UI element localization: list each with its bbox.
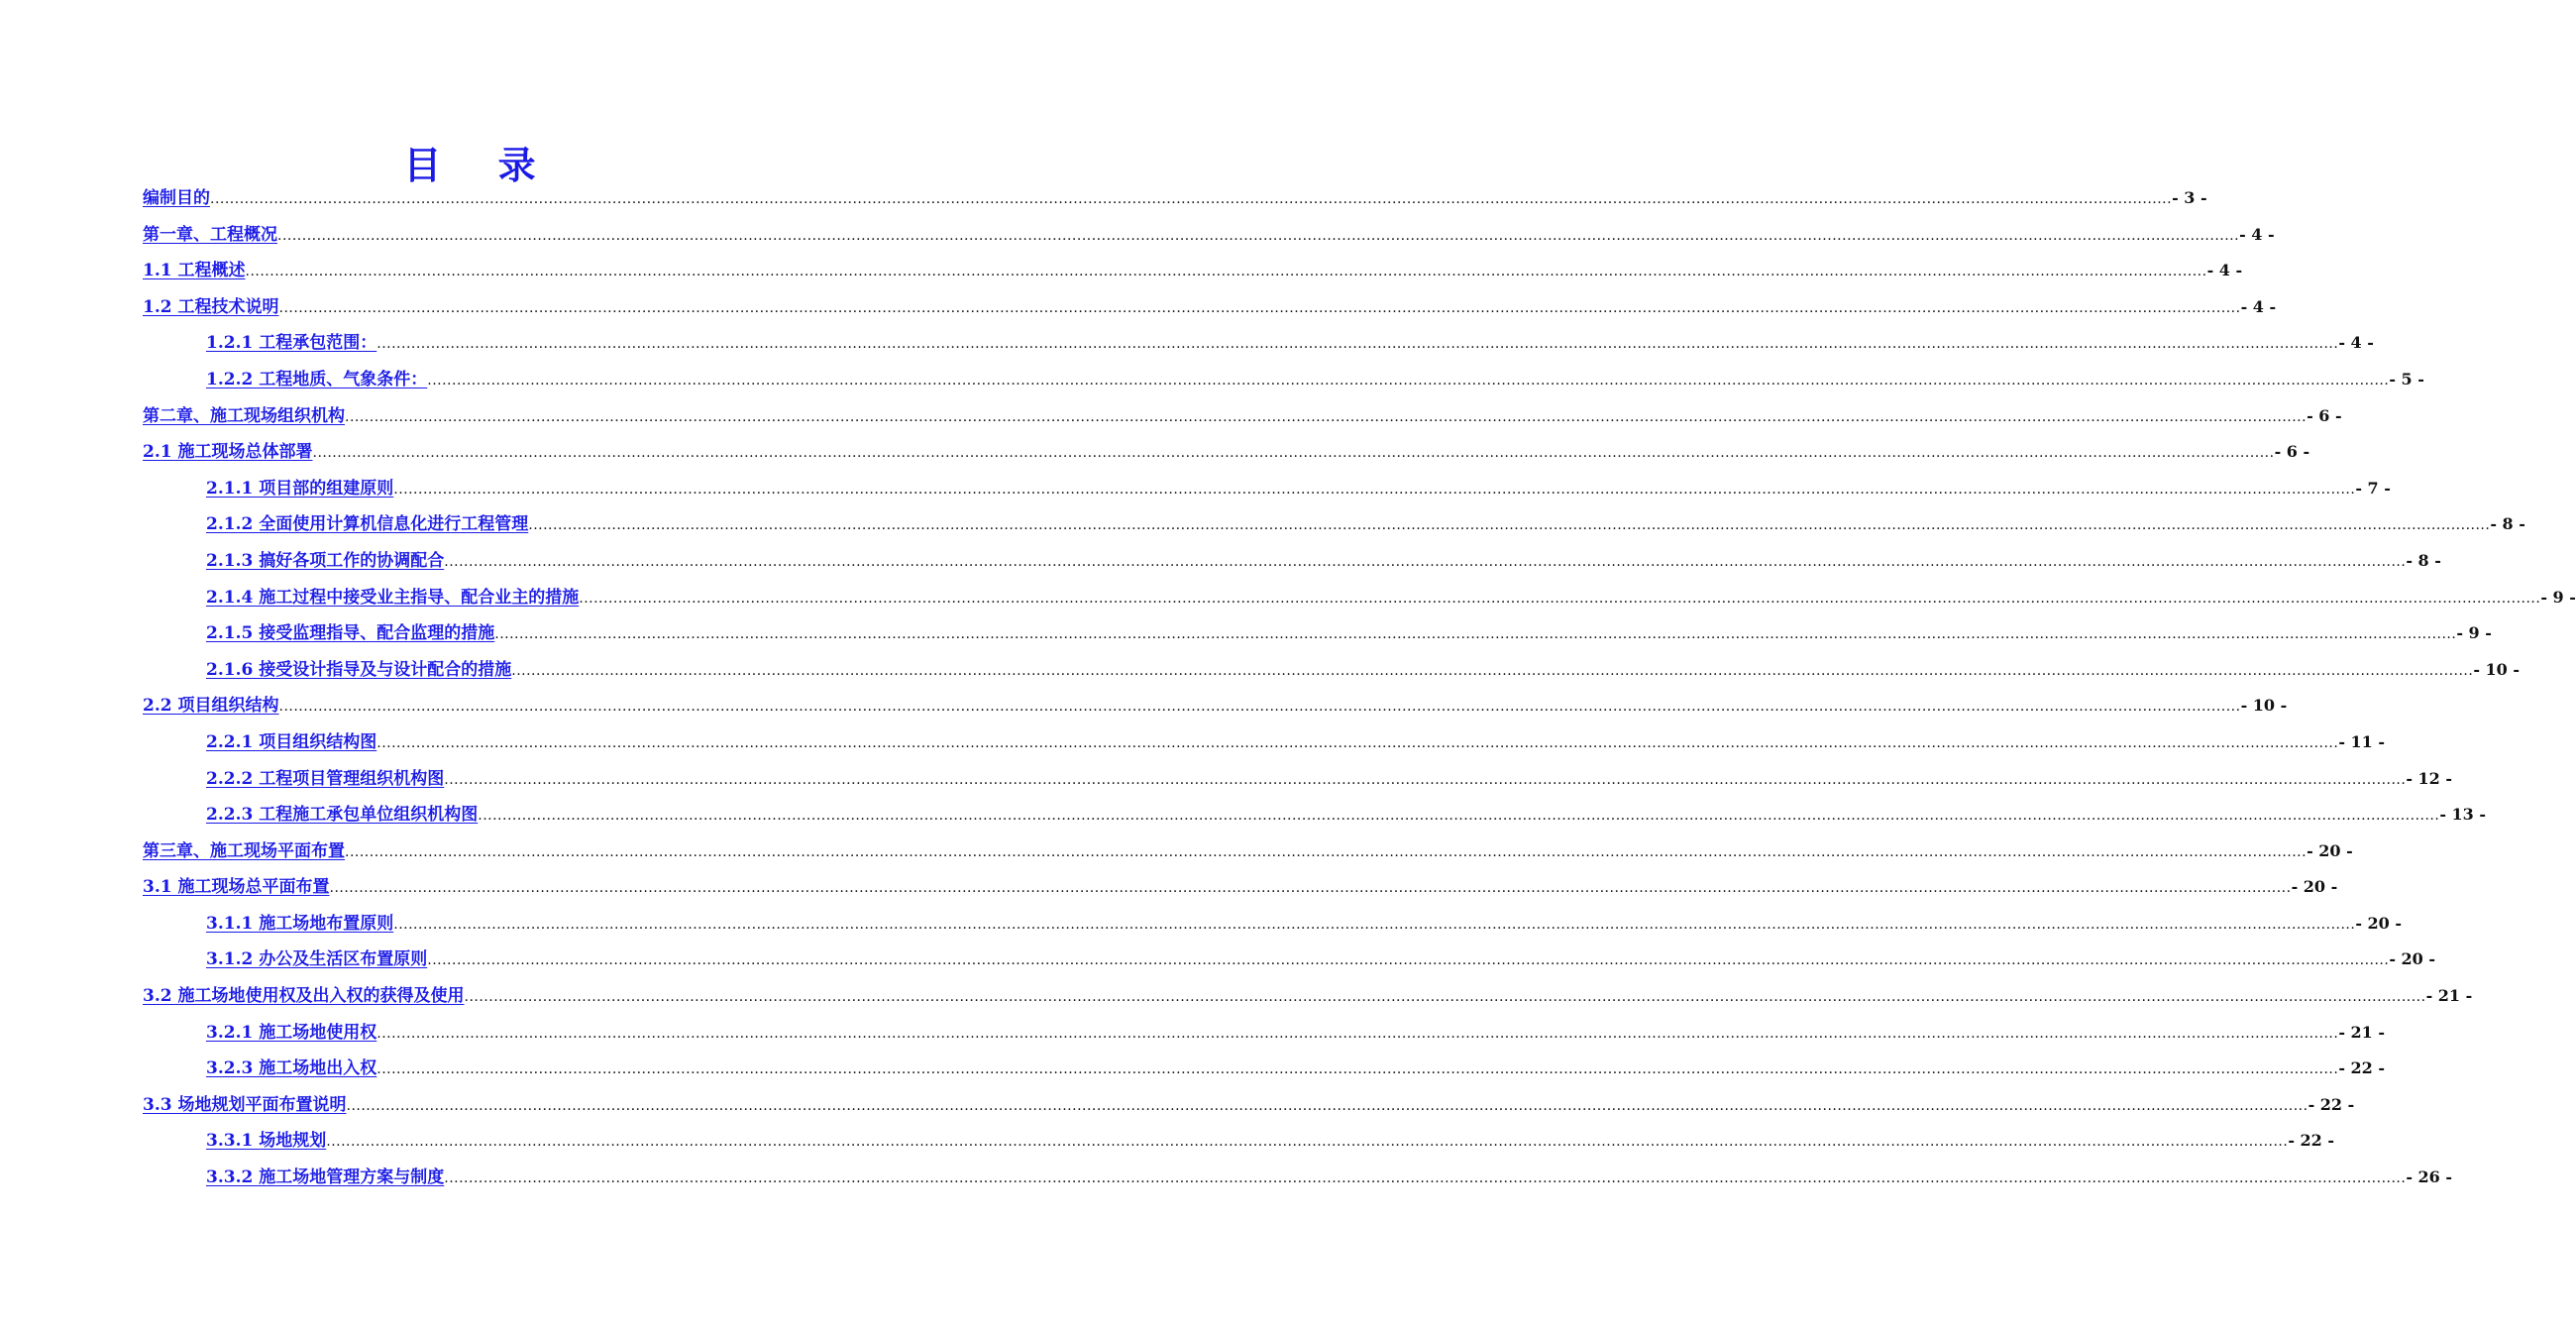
toc-dot-leader: ................................................................................................................................................................................................................................................................................................................................................................................................................	[278, 699, 2241, 716]
toc-dot-leader: ................................................................................................................................................................................................................................................................................................................................................................................................................	[427, 372, 2390, 388]
toc-entry[interactable]	[143, 434, 2310, 471]
toc-dot-leader: ................................................................................................................................................................................................................................................................................................................................................................................................................	[376, 734, 2339, 751]
toc-dot-leader: ................................................................................................................................................................................................................................................................................................................................................................................................................	[326, 1134, 2289, 1151]
toc-entry-link[interactable]: 第三章、施工现场平面布置	[143, 840, 345, 861]
toc-entry-link[interactable]: 2.2.1 项目组织结构图	[206, 731, 377, 752]
toc-entry[interactable]	[143, 1160, 2453, 1196]
toc-entry[interactable]	[143, 942, 2436, 978]
toc-entry-link[interactable]: 1.1 工程概述	[143, 261, 246, 281]
toc-dot-leader: ................................................................................................................................................................................................................................................................................................................................................................................................................	[579, 590, 2541, 607]
toc-entry[interactable]	[143, 253, 2243, 289]
toc-entry-link[interactable]: 3.3.2 施工场地管理方案与制度	[206, 1167, 445, 1188]
toc-entry-link[interactable]: 3.3.1 场地规划	[206, 1131, 327, 1152]
toc-dot-leader: ................................................................................................................................................................................................................................................................................................................................................................................................................	[511, 662, 2474, 679]
toc-entry-link[interactable]: 2.1.5 接受监理指导、配合监理的措施	[206, 623, 495, 644]
toc-page-number: - 5 -	[2389, 369, 2424, 388]
toc-page-number: - 10 -	[2473, 659, 2521, 679]
toc-entry[interactable]	[143, 652, 2521, 689]
toc-entry-link[interactable]: 2.1.2 全面使用计算机信息化进行工程管理	[206, 514, 529, 535]
toc-entry[interactable]	[143, 1123, 2335, 1160]
toc-dot-leader: ................................................................................................................................................................................................................................................................................................................................................................................................................	[444, 553, 2407, 570]
toc-entry[interactable]	[143, 325, 2374, 362]
toc-page-number: - 3 -	[2172, 188, 2207, 207]
toc-page-number: - 8 -	[2490, 514, 2525, 534]
toc-entry[interactable]	[143, 906, 2403, 943]
toc-page-number: - 22 -	[2308, 1094, 2355, 1114]
toc-page-number: - 11 -	[2338, 731, 2386, 751]
toc-dot-leader: ................................................................................................................................................................................................................................................................................................................................................................................................................	[376, 336, 2339, 353]
toc-entry-link[interactable]: 2.2.2 工程项目管理组织机构图	[206, 768, 445, 789]
toc-entry[interactable]	[143, 688, 2288, 724]
toc-dot-leader: ................................................................................................................................................................................................................................................................................................................................................................................................................	[346, 1097, 2308, 1114]
toc-entry[interactable]	[143, 471, 2391, 507]
toc-entry[interactable]	[143, 797, 2487, 833]
toc-entry-link[interactable]: 第二章、施工现场组织机构	[143, 405, 345, 426]
toc-dot-leader: ................................................................................................................................................................................................................................................................................................................................................................................................................	[528, 517, 2491, 534]
toc-dot-leader: ................................................................................................................................................................................................................................................................................................................................................................................................................	[393, 916, 2356, 933]
toc-entry[interactable]	[143, 398, 2342, 435]
toc-page-number: - 4 -	[2239, 224, 2275, 244]
toc-entry-link[interactable]: 3.2.1 施工场地使用权	[206, 1022, 377, 1043]
toc-page-number: - 4 -	[2240, 296, 2277, 316]
toc-page-number: - 4 -	[2206, 261, 2243, 280]
toc-dot-leader: ................................................................................................................................................................................................................................................................................................................................................................................................................	[376, 1061, 2339, 1078]
toc-page-number: - 8 -	[2406, 550, 2441, 570]
toc-page-number: - 9 -	[2540, 587, 2576, 607]
toc-page-number: - 22 -	[2338, 1058, 2386, 1078]
toc-dot-leader: ................................................................................................................................................................................................................................................................................................................................................................................................................	[345, 408, 2308, 425]
toc-entry[interactable]	[143, 833, 2353, 870]
toc-page-number: - 20 -	[2291, 877, 2338, 897]
toc-entry-link[interactable]: 3.1.1 施工场地布置原则	[206, 913, 394, 934]
toc-entry-link[interactable]: 编制目的	[143, 188, 210, 208]
toc-entry[interactable]	[143, 217, 2275, 254]
toc-entry[interactable]	[143, 1015, 2386, 1052]
toc-dot-leader: ................................................................................................................................................................................................................................................................................................................................................................................................................	[393, 481, 2356, 498]
toc-dot-leader: ................................................................................................................................................................................................................................................................................................................................................................................................................	[345, 843, 2308, 860]
toc-dot-leader: ................................................................................................................................................................................................................................................................................................................................................................................................................	[277, 227, 2240, 244]
toc-entry-link[interactable]: 2.1 施工现场总体部署	[143, 442, 313, 463]
toc-dot-leader: ................................................................................................................................................................................................................................................................................................................................................................................................................	[478, 808, 2440, 825]
toc-entry-link[interactable]: 3.1.2 办公及生活区布置原则	[206, 949, 428, 970]
toc-page-number: - 21 -	[2338, 1022, 2386, 1042]
toc-page-number: - 13 -	[2439, 805, 2487, 825]
toc-page-number: - 21 -	[2425, 986, 2473, 1006]
toc-page-number: - 22 -	[2288, 1131, 2335, 1151]
toc-entry[interactable]	[143, 543, 2441, 580]
toc-dot-leader: ................................................................................................................................................................................................................................................................................................................................................................................................................	[312, 445, 2275, 462]
toc-entry[interactable]	[143, 869, 2338, 906]
toc-dot-leader: ................................................................................................................................................................................................................................................................................................................................................................................................................	[427, 952, 2390, 969]
toc-entry[interactable]	[143, 289, 2277, 326]
toc-page-number: - 20 -	[2307, 840, 2353, 860]
toc-dot-leader: ................................................................................................................................................................................................................................................................................................................................................................................................................	[278, 299, 2241, 316]
toc-page-number: - 6 -	[2274, 442, 2310, 462]
toc-entry[interactable]	[143, 978, 2473, 1015]
toc-page-number: - 7 -	[2355, 478, 2391, 498]
toc-dot-leader: ................................................................................................................................................................................................................................................................................................................................................................................................................	[376, 1025, 2339, 1042]
toc-entry[interactable]	[143, 180, 2207, 217]
page-title: 目 录	[403, 143, 558, 187]
toc-entry-link[interactable]: 2.2 项目组织结构	[143, 696, 279, 717]
toc-page-number: - 6 -	[2307, 405, 2342, 425]
toc-entry-link[interactable]: 1.2 工程技术说明	[143, 296, 279, 317]
toc-entry-link[interactable]: 2.1.6 接受设计指导及与设计配合的措施	[206, 659, 512, 680]
toc-entry-link[interactable]: 第一章、工程概况	[143, 224, 277, 245]
toc-entry-link[interactable]: 2.1.1 项目部的组建原则	[206, 478, 394, 499]
toc-page-number: - 26 -	[2406, 1167, 2453, 1187]
toc-page-number: - 12 -	[2406, 768, 2453, 788]
toc-entry-link[interactable]: 1.2.1 工程承包范围：	[206, 333, 377, 354]
toc-dot-leader: ................................................................................................................................................................................................................................................................................................................................................................................................................	[329, 880, 2292, 897]
toc-entry-link[interactable]: 3.3 场地规划平面布置说明	[143, 1094, 347, 1115]
toc-dot-leader: ................................................................................................................................................................................................................................................................................................................................................................................................................	[245, 264, 2207, 280]
toc-entry-link[interactable]: 2.1.4 施工过程中接受业主指导、配合业主的措施	[206, 587, 580, 608]
toc-entry[interactable]	[143, 724, 2386, 761]
toc-dot-leader: ................................................................................................................................................................................................................................................................................................................................................................................................................	[464, 989, 2426, 1006]
toc-entry-link[interactable]: 2.1.3 搞好各项工作的协调配合	[206, 550, 445, 571]
toc-dot-leader: ................................................................................................................................................................................................................................................................................................................................................................................................................	[210, 191, 2173, 207]
toc-entry-link[interactable]: 3.2 施工场地使用权及出入权的获得及使用	[143, 986, 465, 1007]
toc-entry[interactable]	[143, 362, 2424, 398]
toc-page-number: - 20 -	[2355, 913, 2403, 933]
toc-entry[interactable]	[143, 761, 2453, 798]
toc-entry-link[interactable]: 3.1 施工现场总平面布置	[143, 877, 330, 898]
toc-dot-leader: ................................................................................................................................................................................................................................................................................................................................................................................................................	[444, 771, 2407, 788]
toc-entry-link[interactable]: 1.2.2 工程地质、气象条件：	[206, 369, 428, 389]
toc-page-number: - 10 -	[2240, 696, 2288, 716]
toc-entry[interactable]	[143, 1087, 2355, 1124]
toc-entry[interactable]	[143, 580, 2576, 616]
toc-entry[interactable]	[143, 1051, 2386, 1087]
toc-dot-leader: ................................................................................................................................................................................................................................................................................................................................................................................................................	[444, 1170, 2407, 1187]
toc-page-number: - 9 -	[2456, 623, 2492, 643]
table-of-contents	[143, 180, 2576, 1196]
toc-entry[interactable]	[143, 506, 2525, 543]
toc-entry-link[interactable]: 3.2.3 施工场地出入权	[206, 1058, 377, 1079]
toc-entry[interactable]	[143, 615, 2492, 652]
toc-page-number: - 20 -	[2389, 949, 2436, 969]
toc-entry-link[interactable]: 2.2.3 工程施工承包单位组织机构图	[206, 805, 479, 826]
toc-page-number: - 4 -	[2338, 333, 2374, 353]
toc-dot-leader: ................................................................................................................................................................................................................................................................................................................................................................................................................	[494, 626, 2457, 643]
